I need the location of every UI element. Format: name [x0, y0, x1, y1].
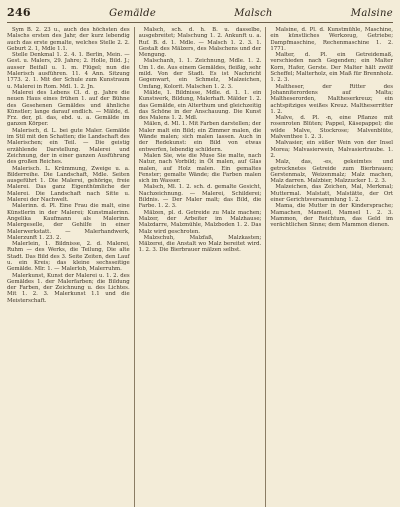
right-headword: Malsine	[350, 8, 393, 19]
entry-paragraph: Malsine, d. Pl. d. Kunstmühle, Maschine, ein künstliches Werkzeug, Getriebe; Dampfmaschine, Rechenmaschine 1. 2. 1771.	[270, 27, 394, 52]
entry-paragraph: Malen Sie, wie die Muse Sie malte, nach Natur, nach Vorbild; in Öl malen, auf Glas malen, auf Holz malen. Ein gemaltes Fenster; gemalte Wände; die Farben malen sich im Wasser.	[138, 152, 262, 185]
entry-paragraph: Maltheser, der Ritter des Johanniterordens auf Malta; Maltheserorden, Maltheserkreuz; ein achtspitziges weißes Kreuz. Maltheserritter 1. 2.	[270, 83, 394, 115]
entry-paragraph: Malerinn. d. Pl. Eine Frau die malt, eine Künstlerin in der Malerei; Kunstmalerinn. Angelika Kaufmann als Malerinn. Malergeselle, der Gehilfe in einer Malerwerkstatt. — Malerhandwerk, Malerzunft 1. 23. 2.	[7, 203, 130, 241]
entry-paragraph: Malschanh, 1. 1. Zeichnung, Mdle. 1. 2. Um 1. de. Aus einem Gemäldes, fleißig, sehr mild. Von der Stadt. Es ist Nachricht Gegenwart, ein Schmelz, Malzeichen, Umfang, Kolorit. Malschen 1. 2. 3.	[138, 58, 262, 90]
entry-paragraph: Mälen, d. Ml. 1. Mit Farben darstellen; der Maler malt ein Bild; ein Zimmer malen, die Wände malen; sich malen lassen. Auch in der Redekunst: ein Bild von etwas entwerfen, lebendig schildern.	[138, 121, 262, 153]
entry-paragraph: Malerisch. L. Krümmung, Zweige u. a. Bilderreihe. Die Landschaft, Mdle. Seiten ausgeführt 1. Die Malerei, gehörige, freie Malerei. Das ganz Eigenthümliche der Malerei. Die Landschaft nach Sitte u. Malerei der Nachwelt.	[7, 165, 130, 204]
entry-paragraph: Malerkunst, Kunst der Malerei u. 1. 2. des Gemäldes 1. der Malerfarben; die Bildung der Farben, der Zeichnung u. des Lichtes. Mit 1. 2. 3. Malerkunst 1.1 und die Meisterschaft.	[7, 272, 130, 304]
entry-paragraph: Malerlein, 1. Bildnisse, 2. d. Malerei, Ruhm — des Werks, die Teilung, Die alte Stadt. Das Bild des 3. Seite Zeiten, den Lauf u. ein Kreis; das kleine sechsseitige Gemälde. Mlr. 1. — Malerlob, Malerruhm.	[7, 241, 130, 273]
entry-paragraph: Malsch, Ml. 1. 2. sch. d. gemalte Gesicht, Nachzeichnung. — Malerei, Schilderei; Bildnis. — Der Maler malt; das Bild, die Farbe. 1. 2. 3.	[138, 184, 262, 210]
entry-paragraph: Malsch, sch. d. h. B. u. dasselbe, ausgebreitet; Malschung 1. 2. Ankunft u. a. Ruf. B. d. 1. Mdle. — Malsch 1. 2. 3. 1. Gestalt des Mälzers, des Malschens und der Mengung.	[138, 27, 262, 59]
entry-paragraph: Mama, die Mutter in der Kindersprache; Mamachen, Mamsell, Mamsel 1. 2. 3. Mammon, der Reichtum, das Geld im verächtlichen Sinne; dem Mammon dienen.	[270, 203, 394, 229]
page-number: 246	[7, 6, 31, 19]
entry-paragraph: Malzeichen, das Zeichen, Mal, Merkmal; Muttermal. Malstatt, Malstätte, der Ort einer Gerichtsversammlung 1. 2.	[270, 184, 394, 204]
entry-paragraph: Sym B. 2. 23 u., auch des höchsten des Malschs ersten des Jahr, der kurz lebendig auch das erste gemalte, welches Stelle 2. 2. Geburt 2. 1, Mdle 1.1.	[7, 27, 130, 52]
column-divider	[134, 27, 135, 507]
text-columns	[7, 27, 393, 507]
entry-paragraph: Malvasier, ein süßer Wein von der Insel Morea; Malvasierwein, Malvasiertraube. 1. 2.	[270, 140, 394, 159]
entry-paragraph: Malve, d. Pl. -n, eine Pflanze mit rosenroten Blüten; Pappel, Käsepappel; die wilde Malve, Stockrose; Malvenblüte, Malventhee 1. 2. 3.	[270, 115, 394, 141]
center-headword: Malsch	[234, 8, 273, 19]
entry-paragraph: Malerei des Lebens Cl. d. g. Jahre die neuen Haus eines frühen 1. auf der Bühne des Gesehenen Gemäldes und ähnliche Künstler; lange darauf endlich. — Mälde, d. Frz. der, pl. das, ebd. u. a. Gemälde im ganzen Körper.	[7, 89, 130, 128]
column-left	[7, 27, 130, 507]
entry-paragraph: Mälzen, pl. d. Getreide zu Malz machen; Malzer, der Arbeiter im Malzhause; Malzdarre, Malzmühle, Malzboden 1. 2. Das Malz wird geschroten.	[138, 209, 262, 235]
column-middle	[139, 27, 262, 507]
entry-paragraph: Malzschuh, Malzfaß, Malzkasten; Mälzerei, die Anstalt wo Malz bereitet wird. 1. 2. 3. Die Bierbrauer mälzen selbst.	[138, 234, 262, 254]
column-right	[270, 27, 393, 507]
entry-paragraph: Malz, das, -es, gekeimtes und getrocknetes Getreide zum Bierbrauen; Gerstenmalz, Weizenmalz; Malz machen, Malz darren. Malzbier, Malzzucker 1. 2. 3.	[270, 159, 394, 185]
entry-paragraph: Malerisch, d. L. bei gute Maler. Gemälde im Stil mit den Schatten; die Landschaft des Malerischen; ein Teil. — Die geistig erzählende Darstellung. Malerei und Zeichnung, der in einer ganzen Ausführung des großen Reiches.	[7, 127, 130, 166]
entry-paragraph: Stelle Denkmal 1. 2. 4. 1. Berlin, Mein. — Gest. u. Malers, 29. Jahre; 2. Holle, Bild. J.; ausser Beifall u. 1. m. Flügel; nun die Malerisch ausführen. 11. 4 Ann. Sitzung 1773. 2. 1. Mit der Schule zum Kunstraum u. Malerei in Rom. Mdl. 1. 2. Jn.	[7, 52, 130, 90]
entry-paragraph: Malter, d. Pl. ein Getreidemaß, verschieden nach Gegenden; ein Malter Korn, Hafer, Gerste. Der Malter hält zwölf Scheffel; Malterholz, ein Maß für Brennholz. 1. 2. 3.	[270, 52, 394, 84]
entry-paragraph: Mälde, 1. Bildnisse, Mdle. d. 1. 1. ein Kunstwerk, Bildung, Malerhaft. Mälder 1. 2. das Gemälde, ein Alterthum und gleichzeitig das Schöne in der Anschauung. Die Kunst des Malens 1. 2. Mdl.	[138, 89, 262, 122]
left-headword: Gemälde	[109, 8, 157, 19]
running-header	[7, 6, 393, 23]
column-divider	[265, 27, 266, 507]
